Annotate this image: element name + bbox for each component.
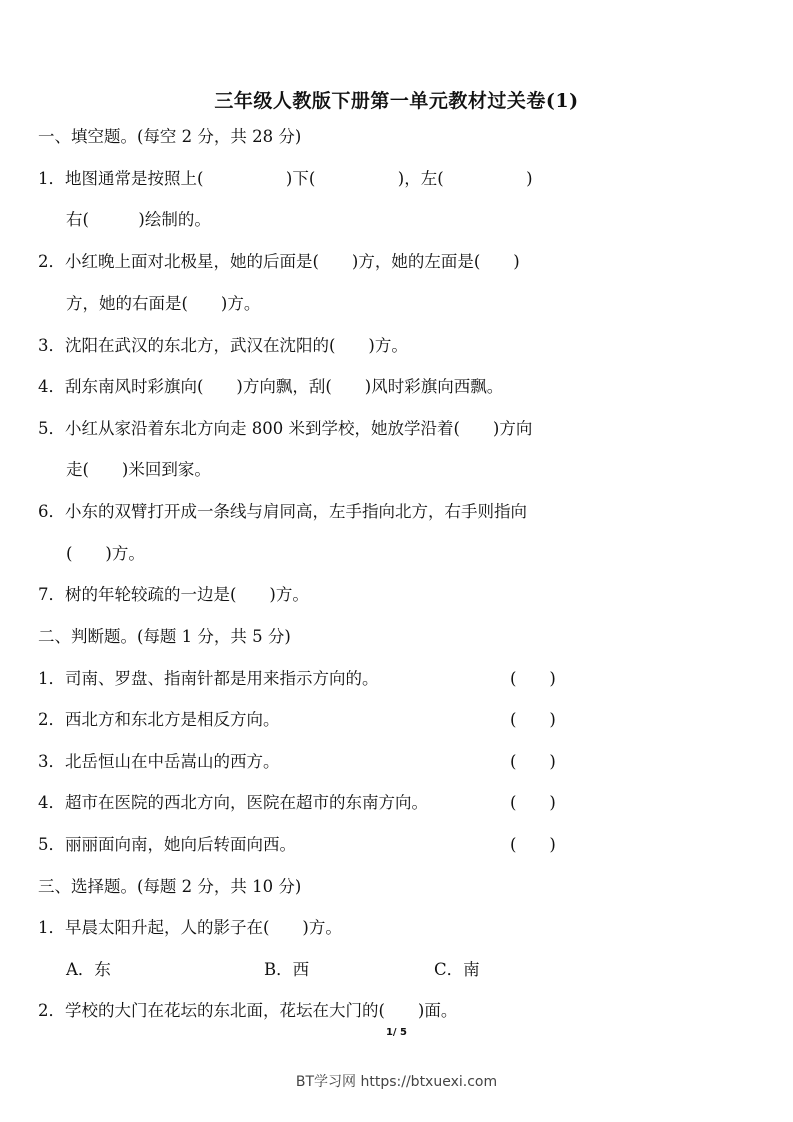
fill-question-6-line-2: ( )方。: [66, 544, 145, 563]
fill-question-2-line-1: 2．小红晚上面对北极星，她的后面是( )方，她的左面是( ): [38, 252, 520, 271]
page-number: 1/ 5: [385, 1027, 408, 1038]
fill-question-7: 7．树的年轮较疏的一边是( )方。: [38, 585, 309, 604]
judge-answer-box-5: ( ): [510, 835, 556, 854]
choice-option-c: C．南: [434, 960, 480, 979]
choice-question-1: 1．早晨太阳升起，人的影子在( )方。: [38, 918, 342, 937]
judge-question-4: 4．超市在医院的西北方向，医院在超市的东南方向。: [38, 793, 428, 812]
judge-question-2: 2．西北方和东北方是相反方向。: [38, 710, 280, 729]
fill-question-2-line-2: 方，她的右面是( )方。: [66, 294, 261, 313]
fill-question-1-line-2: 右( )绘制的。: [66, 210, 211, 229]
judge-answer-box-1: ( ): [510, 669, 556, 688]
fill-question-6-line-1: 6．小东的双臂打开成一条线与肩同高，左手指向北方，右手则指向: [38, 502, 527, 521]
fill-question-1-line-1: 1．地图通常是按照上( )下( )，左( ): [38, 169, 533, 188]
judge-question-5: 5．丽丽面向南，她向后转面向西。: [38, 835, 296, 854]
choice-question-2: 2．学校的大门在花坛的东北面，花坛在大门的( )面。: [38, 1001, 458, 1020]
section-choice-heading: 三、选择题。(每题 2 分，共 10 分): [38, 877, 302, 896]
judge-answer-box-4: ( ): [510, 793, 556, 812]
fill-question-5-line-2: 走( )米回到家。: [66, 460, 211, 479]
judge-question-1: 1．司南、罗盘、指南针都是用来指示方向的。: [38, 669, 379, 688]
fill-question-5-line-1: 5．小红从家沿着东北方向走 800 米到学校，她放学沿着( )方向: [38, 419, 533, 438]
choice-option-a: A．东: [66, 960, 111, 979]
fill-question-3: 3．沈阳在武汉的东北方，武汉在沈阳的( )方。: [38, 336, 408, 355]
judge-answer-box-3: ( ): [510, 752, 556, 771]
footer-watermark: BT学习网 https://btxuexi.com: [295, 1074, 498, 1090]
section-judge-heading: 二、判断题。(每题 1 分，共 5 分): [38, 627, 291, 646]
fill-question-4: 4．刮东南风时彩旗向( )方向飘，刮( )风时彩旗向西飘。: [38, 377, 504, 396]
judge-question-3: 3．北岳恒山在中岳嵩山的西方。: [38, 752, 280, 771]
page-title: 三年级人教版下册第一单元教材过关卷(1): [214, 90, 579, 112]
choice-option-b: B．西: [264, 960, 310, 979]
section-fill-heading: 一、填空题。(每空 2 分，共 28 分): [38, 127, 302, 146]
judge-answer-box-2: ( ): [510, 710, 556, 729]
